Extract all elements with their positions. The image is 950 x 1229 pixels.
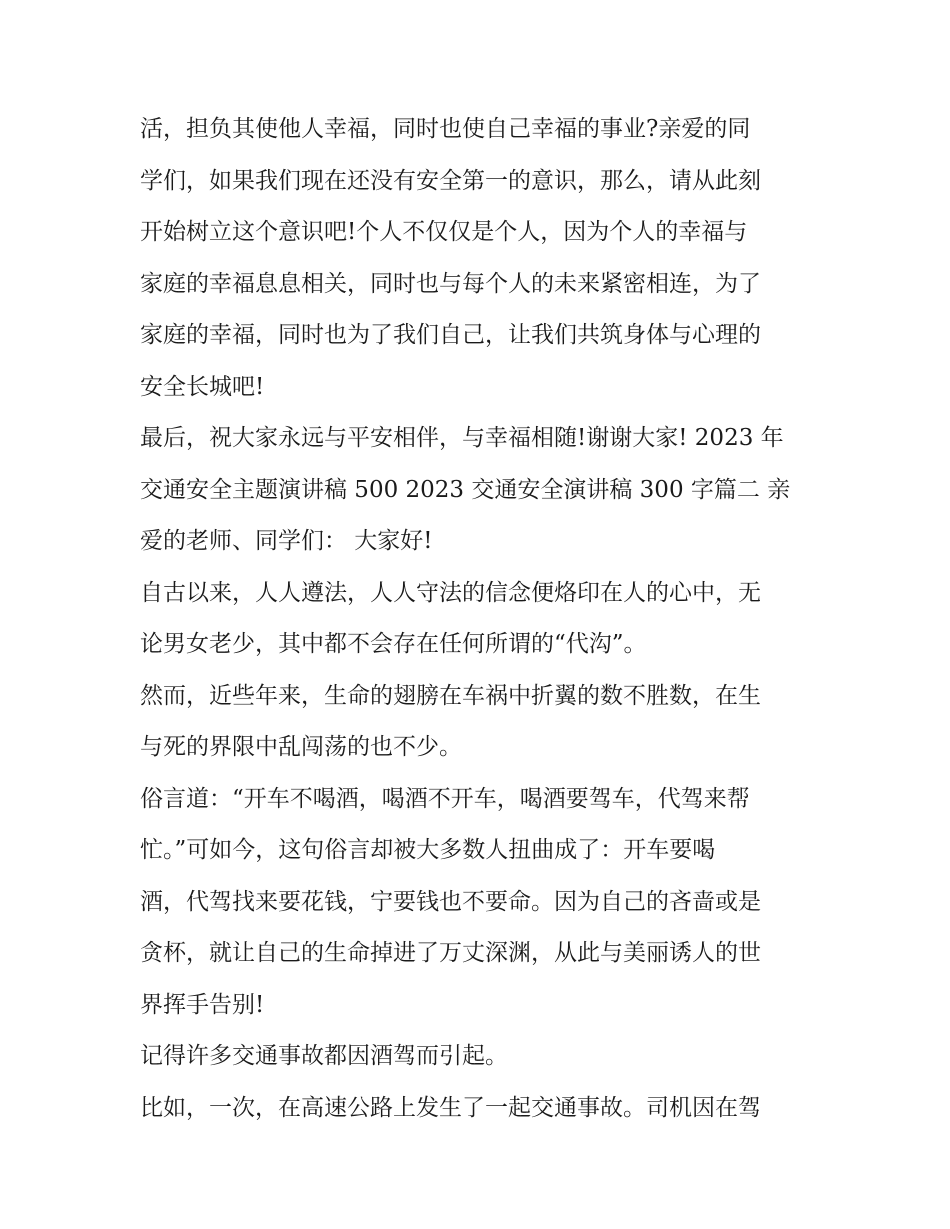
text-line: 与死的界限中乱闯荡的也不少。	[140, 734, 462, 760]
document-page	[140, 104, 812, 1134]
paragraph-example	[140, 1083, 812, 1135]
text-line: 学们，如果我们现在还没有安全第一的意识，那么，请从此刻	[140, 167, 761, 194]
paragraph-safety-closing	[140, 104, 812, 413]
text-line: 最后，祝大家永远与平安相伴，与幸福相随!谢谢大家! 2023 年	[140, 425, 784, 451]
text-line: 忙。”可如今，这句俗言却被大多数人扭曲成了：开车要喝	[140, 837, 716, 863]
paragraph-drunk-driving	[140, 1031, 812, 1083]
text-line: 论男女老少，其中都不会存在任何所谓的“代沟”。	[140, 631, 647, 657]
text-line: 交通安全主题演讲稿 500 2023 交通安全演讲稿 300 字篇二 亲	[140, 476, 791, 503]
text-line: 酒，代驾找来要花钱，宁要钱也不要命。因为自己的吝啬或是	[140, 888, 761, 915]
text-line: 贪杯，就让自己的生命掉进了万丈深渊，从此与美丽诱人的世	[140, 940, 761, 966]
text-line: 安全长城吧!	[140, 373, 265, 400]
text-line: 比如，一次，在高速公路上发生了一起交通事故。司机因在驾	[140, 1094, 761, 1121]
text-line: 家庭的幸福息息相关，同时也与每个人的未来紧密相连，为了	[140, 270, 761, 297]
text-line: 家庭的幸福，同时也为了我们自己，让我们共筑身体与心理的	[140, 322, 761, 348]
text-line: 记得许多交通事故都因酒驾而引起。	[140, 1043, 508, 1069]
paragraph-accidents	[140, 671, 812, 774]
paragraph-law-belief	[140, 568, 812, 671]
text-line: 活，担负其使他人幸福，同时也使自己幸福的事业?亲爱的同	[140, 116, 751, 142]
paragraph-speech-title	[140, 413, 812, 568]
text-line: 界挥手告别!	[140, 991, 265, 1018]
text-line: 俗言道：“开车不喝酒，喝酒不开车，喝酒要驾车，代驾来帮	[140, 785, 750, 812]
text-line: 开始树立这个意识吧!个人不仅仅是个人，因为个人的幸福与	[140, 219, 748, 245]
text-line: 自古以来，人人遵法，人人守法的信念便烙印在人的心中，无	[140, 579, 761, 606]
text-line: 爱的老师、同学们： 大家好!	[140, 528, 433, 554]
paragraph-proverb	[140, 774, 812, 1032]
text-line: 然而，近些年来，生命的翅膀在车祸中折翼的数不胜数，在生	[140, 682, 761, 709]
